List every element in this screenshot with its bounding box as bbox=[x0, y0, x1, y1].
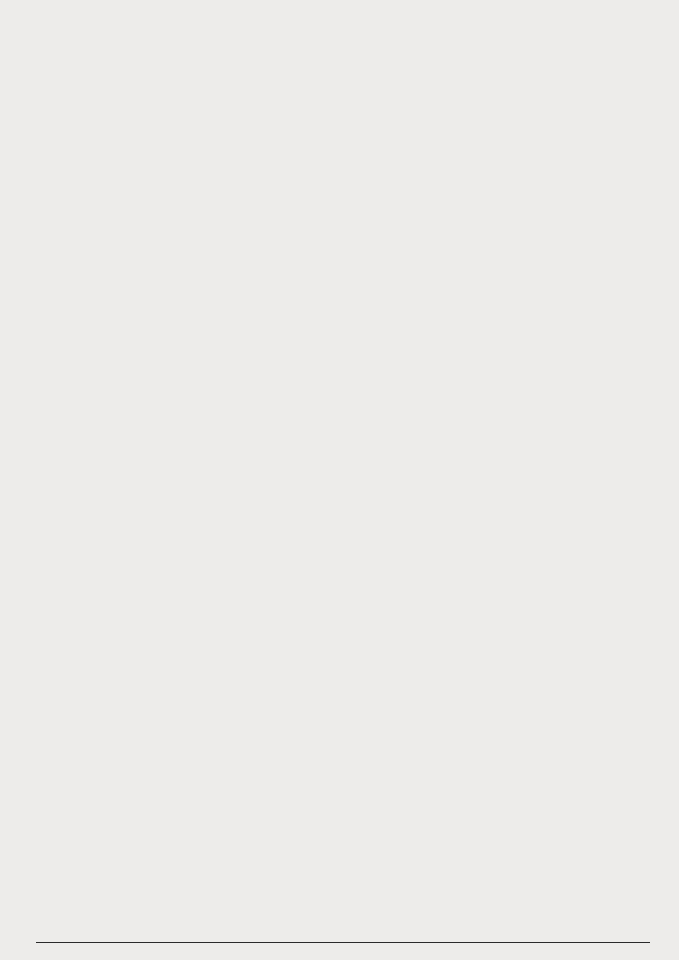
page-footer bbox=[36, 942, 650, 947]
